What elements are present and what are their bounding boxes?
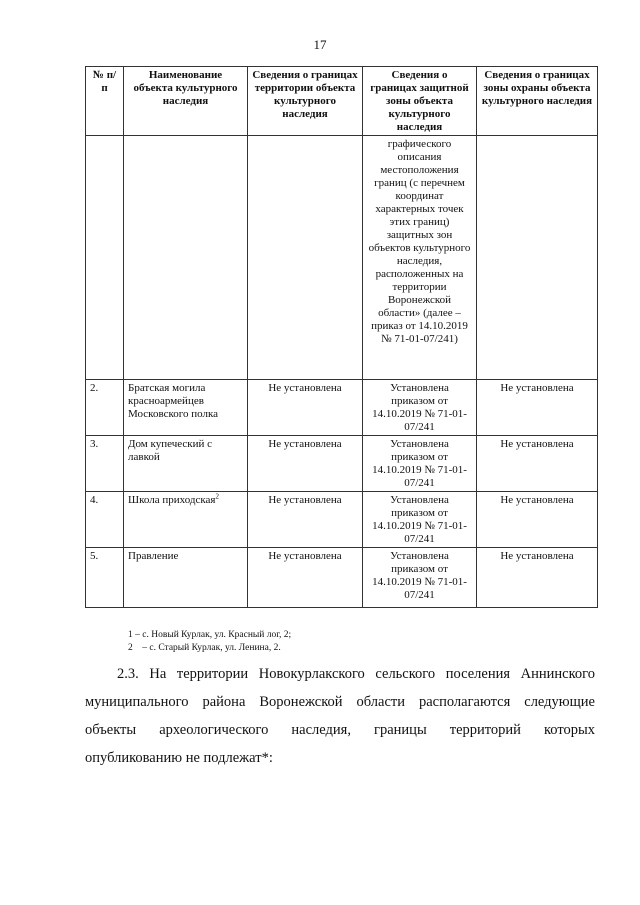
footnotes xyxy=(128,629,291,655)
cell-territory: Не установлена xyxy=(248,548,363,608)
page-number: 17 xyxy=(313,37,327,52)
header-security-zone: Сведения о границах зоны охраны объекта культурного наследия xyxy=(477,67,598,136)
heritage-objects-table xyxy=(85,66,598,608)
table-row-continuation xyxy=(86,136,598,380)
footnote-2: 2 – с. Старый Курлак, ул. Ленина, 2. xyxy=(128,643,281,653)
object-name: Школа приходская xyxy=(128,494,216,506)
cell-number: 5. xyxy=(86,548,124,608)
table-header-row xyxy=(86,67,598,136)
header-territory: Сведения о границах территории объекта культурного наследия xyxy=(248,67,363,136)
cell-security-zone: Не установлена xyxy=(477,436,598,492)
cell-protective-zone: Установлена приказом от 14.10.2019 № 71-01-07/241 xyxy=(363,436,477,492)
cell-number: 4. xyxy=(86,492,124,548)
header-protective-zone: Сведения о границах защитной зоны объекта культурного наследия xyxy=(363,67,477,136)
cell-number xyxy=(86,136,124,380)
cell-security-zone: Не установлена xyxy=(477,492,598,548)
cell-name xyxy=(124,380,248,436)
cell-name xyxy=(124,136,248,380)
object-name: Братская могила красноармейцев Московского полка xyxy=(128,382,219,420)
cell-name xyxy=(124,492,248,548)
table-row xyxy=(86,436,598,492)
table-row xyxy=(86,492,598,548)
cell-territory xyxy=(248,136,363,380)
cell-name xyxy=(124,436,248,492)
cell-protective-zone: Установлена приказом от 14.10.2019 № 71-01-07/241 xyxy=(363,492,477,548)
cell-protective-zone: графического описания местоположения границ (с перечнем координат характерных точек этих границ) защитных зон объектов культурного наследия, расположенных на территории Воронежской области» (далее – приказ от 14.10.2019 № 71-01-07/241) xyxy=(363,136,477,380)
header-object-name: Наименование объекта культурного наследия xyxy=(124,67,248,136)
cell-security-zone: Не установлена xyxy=(477,548,598,608)
cell-number: 3. xyxy=(86,436,124,492)
footnote-1: 1 – с. Новый Курлак, ул. Красный лог, 2; xyxy=(128,630,292,640)
cell-territory: Не установлена xyxy=(248,436,363,492)
body-paragraph xyxy=(85,660,595,772)
cell-name xyxy=(124,548,248,608)
cell-protective-zone: Установлена приказом от 14.10.2019 № 71-01-07/241 xyxy=(363,380,477,436)
paragraph-text: 2.3. На территории Новокурлакского сельского поселения Аннинского муниципального района Воронежской области располагаются следующие объекты археологического наследия, границы территорий которых опубликованию не подлежат*: xyxy=(85,666,595,766)
object-name: Дом купеческий с лавкой xyxy=(128,438,213,463)
footnote-marker: 2 xyxy=(215,492,219,501)
cell-number: 2. xyxy=(86,380,124,436)
cell-territory: Не установлена xyxy=(248,492,363,548)
object-name: Правление xyxy=(128,550,179,562)
cell-protective-zone: Установлена приказом от 14.10.2019 № 71-01-07/241 xyxy=(363,548,477,608)
header-number: № п/п xyxy=(86,67,124,136)
cell-security-zone xyxy=(477,136,598,380)
cell-territory: Не установлена xyxy=(248,380,363,436)
cell-security-zone: Не установлена xyxy=(477,380,598,436)
table-row xyxy=(86,548,598,608)
table-row xyxy=(86,380,598,436)
